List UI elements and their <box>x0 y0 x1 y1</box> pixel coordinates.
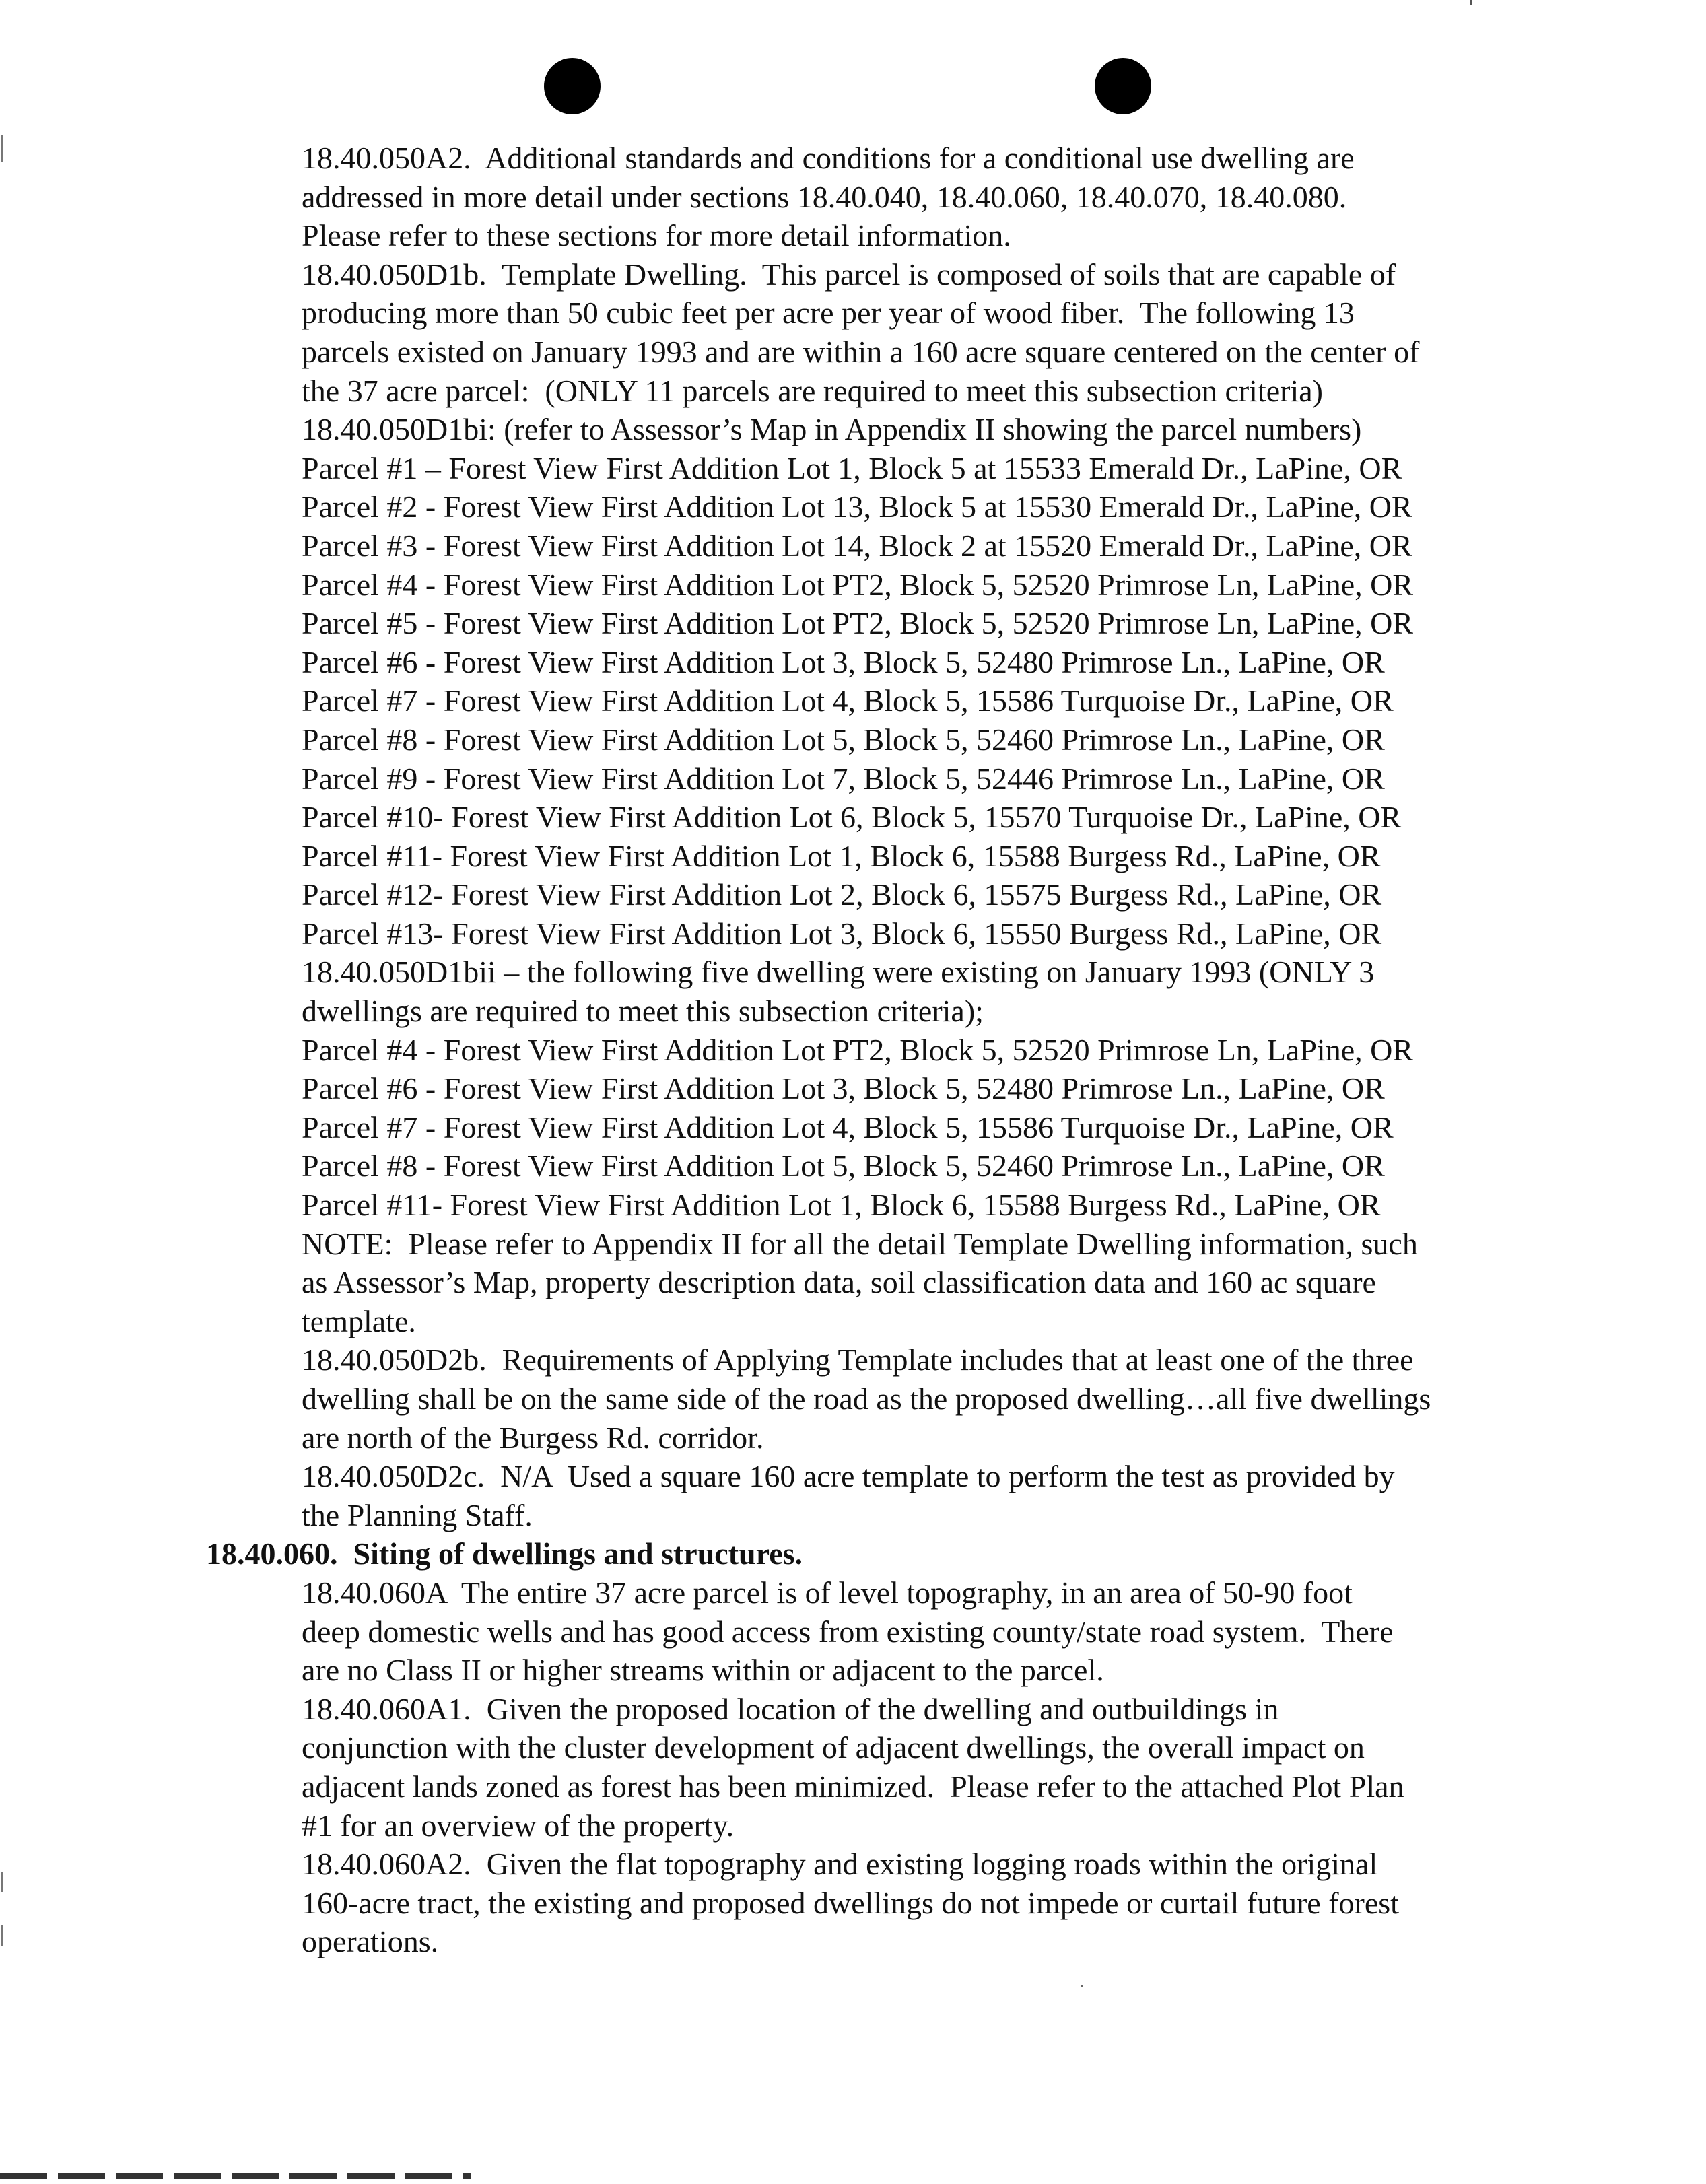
text-line: Parcel #7 - Forest View First Addition Lot 4, Block 5, 15586 Turquoise Dr., LaPine, OR <box>302 1110 1394 1145</box>
text-line: Parcel #6 - Forest View First Addition Lot 3, Block 5, 52480 Primrose Ln., LaPine, OR <box>302 1071 1385 1106</box>
text-line: Parcel #4 - Forest View First Addition Lot PT2, Block 5, 52520 Primrose Ln, LaPine, OR <box>302 567 1414 602</box>
text-line: 160-acre tract, the existing and proposed dwellings do not impede or curtail future forest <box>302 1885 1399 1920</box>
text-line: the Planning Staff. <box>302 1497 533 1532</box>
text-line: Parcel #3 - Forest View First Addition Lot 14, Block 2 at 15520 Emerald Dr., LaPine, OR <box>302 528 1412 563</box>
text-line: Parcel #10- Forest View First Addition Lot 6, Block 5, 15570 Turquoise Dr., LaPine, OR <box>302 800 1402 835</box>
text-line: Parcel #11- Forest View First Addition Lot 1, Block 6, 15588 Burgess Rd., LaPine, OR <box>302 838 1381 873</box>
text-line: are north of the Burgess Rd. corridor. <box>302 1420 764 1455</box>
text-line: 18.40.050D1b. Template Dwelling. This parcel is composed of soils that are capable of <box>302 257 1396 292</box>
text-line: Parcel #2 - Forest View First Addition Lot 13, Block 5 at 15530 Emerald Dr., LaPine, OR <box>302 489 1412 524</box>
text-line: are no Class II or higher streams within or adjacent to the parcel. <box>302 1653 1104 1688</box>
text-line: NOTE: Please refer to Appendix II for all the detail Template Dwelling information, such <box>302 1226 1418 1261</box>
scan-speck-top <box>1470 0 1472 5</box>
text-line: Parcel #8 - Forest View First Addition Lot 5, Block 5, 52460 Primrose Ln., LaPine, OR <box>302 1149 1385 1184</box>
scan-bottom-dashes <box>0 2173 471 2179</box>
text-line: adjacent lands zoned as forest has been minimized. Please refer to the attached Plot Plan <box>302 1769 1404 1804</box>
text-line: as Assessor’s Map, property description data, soil classification data and 160 ac square <box>302 1265 1376 1300</box>
text-line: parcels existed on January 1993 and are within a 160 acre square centered on the center of <box>302 334 1420 369</box>
text-line: 18.40.050D1bii – the following five dwelling were existing on January 1993 (ONLY 3 <box>302 955 1375 990</box>
document-body <box>206 139 1507 1961</box>
text-line: 18.40.050D2c. N/A Used a square 160 acre template to perform the test as provided by <box>302 1459 1395 1494</box>
text-line: dwelling shall be on the same side of the road as the proposed dwelling…all five dwellings <box>302 1381 1431 1416</box>
text-line: Parcel #5 - Forest View First Addition Lot PT2, Block 5, 52520 Primrose Ln, LaPine, OR <box>302 606 1414 641</box>
punch-hole-left <box>544 58 601 114</box>
text-line: addressed in more detail under sections 18.40.040, 18.40.060, 18.40.070, 18.40.080. <box>302 179 1347 214</box>
text-line: deep domestic wells and has good access from existing county/state road system. There <box>302 1614 1394 1649</box>
text-line: Please refer to these sections for more detail information. <box>302 218 1011 253</box>
text-line: Parcel #7 - Forest View First Addition Lot 4, Block 5, 15586 Turquoise Dr., LaPine, OR <box>302 683 1394 718</box>
text-line: 18.40.050A2. Additional standards and conditions for a conditional use dwelling are <box>302 141 1355 175</box>
text-line: operations. <box>302 1924 439 1959</box>
text-line: 18.40.060A The entire 37 acre parcel is of level topography, in an area of 50-90 foot <box>302 1575 1353 1610</box>
text-line: template. <box>302 1303 416 1338</box>
text-line: Parcel #11- Forest View First Addition Lot 1, Block 6, 15588 Burgess Rd., LaPine, OR <box>302 1188 1381 1223</box>
text-line: the 37 acre parcel: (ONLY 11 parcels are required to meet this subsection criteria) <box>302 373 1323 408</box>
text-line: 18.40.050D2b. Requirements of Applying Template includes that at least one of the three <box>302 1342 1414 1377</box>
scan-speck <box>1081 1985 1083 1987</box>
text-line: Parcel #6 - Forest View First Addition Lot 3, Block 5, 52480 Primrose Ln., LaPine, OR <box>302 644 1385 679</box>
text-line: 18.40.060A1. Given the proposed location of the dwelling and outbuildings in <box>302 1691 1279 1726</box>
text-line: Parcel #4 - Forest View First Addition Lot PT2, Block 5, 52520 Primrose Ln, LaPine, OR <box>302 1032 1414 1067</box>
text-line: 18.40.050D1bi: (refer to Assessor’s Map in Appendix II showing the parcel numbers) <box>302 412 1362 447</box>
text-line: Parcel #8 - Forest View First Addition Lot 5, Block 5, 52460 Primrose Ln., LaPine, OR <box>302 722 1385 757</box>
scan-edge-marks <box>1 135 4 1952</box>
text-line: conjunction with the cluster development of adjacent dwellings, the overall impact on <box>302 1730 1365 1765</box>
text-line: Parcel #9 - Forest View First Addition Lot 7, Block 5, 52446 Primrose Ln., LaPine, OR <box>302 761 1385 796</box>
punch-hole-right <box>1095 58 1151 114</box>
text-line: Parcel #12- Forest View First Addition Lot 2, Block 6, 15575 Burgess Rd., LaPine, OR <box>302 877 1382 912</box>
text-line: Parcel #1 – Forest View First Addition Lot 1, Block 5 at 15533 Emerald Dr., LaPine, OR <box>302 450 1402 485</box>
text-line: 18.40.060A2. Given the flat topography and existing logging roads within the original <box>302 1847 1378 1882</box>
text-line: Parcel #13- Forest View First Addition Lot 3, Block 6, 15550 Burgess Rd., LaPine, OR <box>302 916 1382 951</box>
text-line: producing more than 50 cubic feet per acre per year of wood fiber. The following 13 <box>302 296 1355 331</box>
section-heading: 18.40.060. Siting of dwellings and structures. <box>206 1536 803 1571</box>
text-line: #1 for an overview of the property. <box>302 1808 735 1843</box>
text-line: dwellings are required to meet this subsection criteria); <box>302 994 984 1029</box>
